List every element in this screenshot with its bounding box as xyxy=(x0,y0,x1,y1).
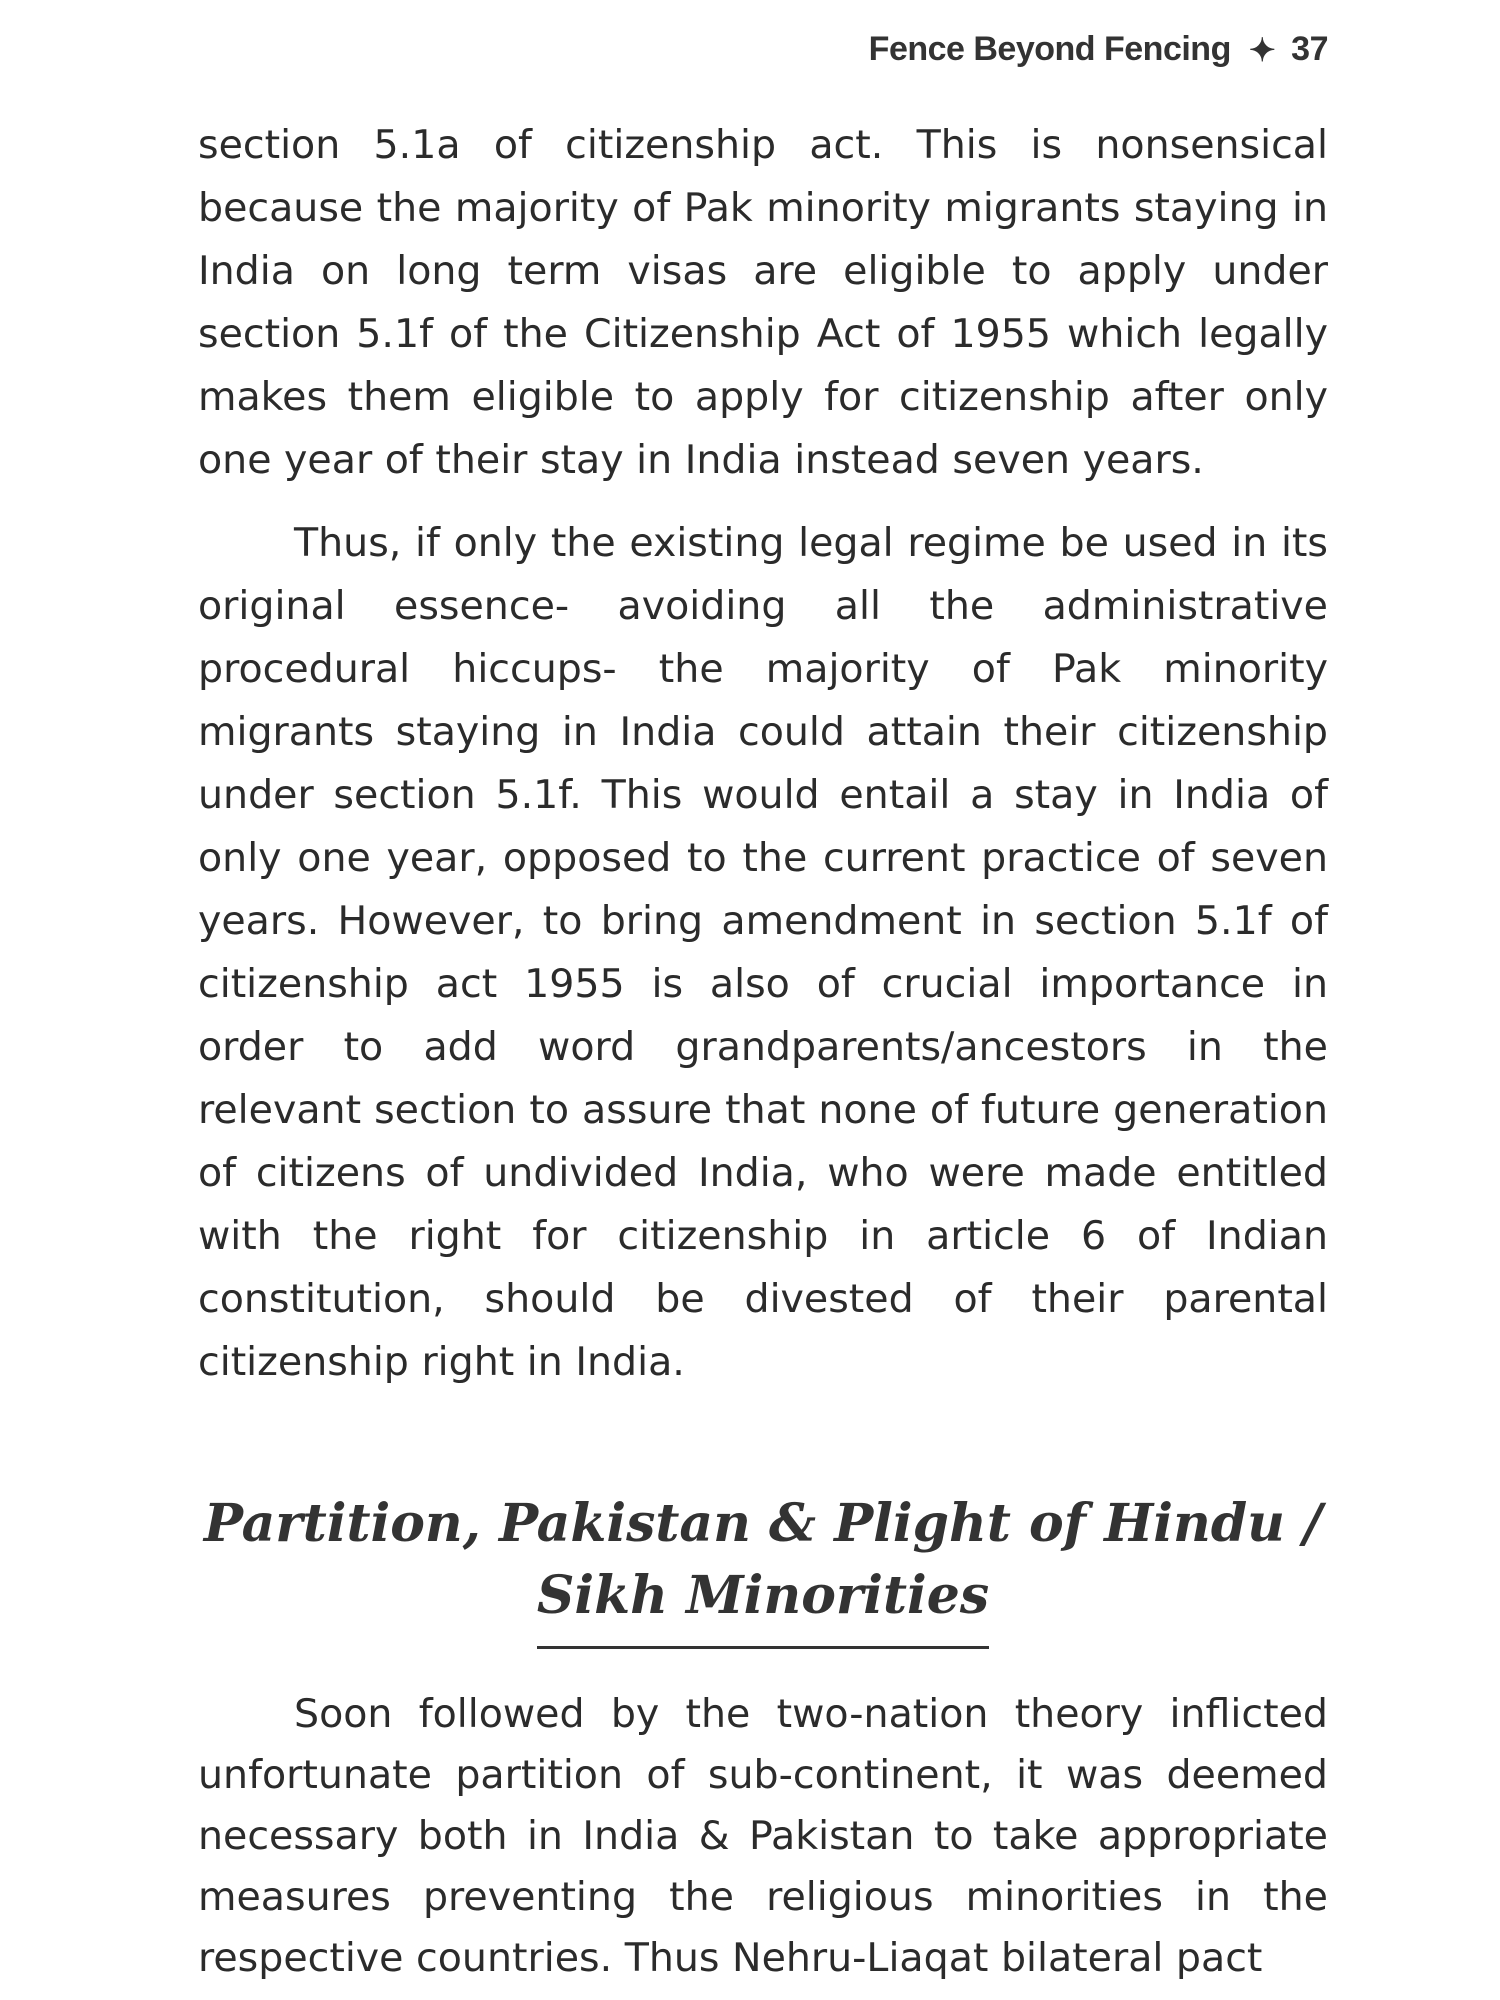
paragraph-1 xyxy=(198,114,1328,492)
page-number: 37 xyxy=(1291,30,1328,68)
paragraph-2-text: Thus, if only the existing legal regime be used in its original essence- avoiding all the administrative procedural hiccups- the majority of Pak minority migrants staying in India could attain their citizenship under section 5.1f. This would entail a stay in India of only one year, opposed to the current practice of seven years. However, to bring amendment in section 5.1f of citizenship act 1955 is also of crucial importance in order to add word grandparents/ancestors in the relevant section to assure that none of future generation of citizens of undivided India, who were made entitled with the right for citizenship in article 6 of Indian constitution, should be divested of their parental citizenship right in India. xyxy=(198,520,1328,1385)
paragraph-2 xyxy=(198,512,1328,1394)
paragraph-1-text: section 5.1a of citizenship act. This is nonsensical because the majority of Pak minority migrants staying in India on long term visas are eligible to apply under section 5.1f of the Citizenship Act of 1955 which legally makes them eligible to apply for citizenship after only one year of their stay in India instead seven years. xyxy=(198,122,1328,483)
running-title: Fence Beyond Fencing xyxy=(868,30,1231,68)
four-point-star-icon: ✦ xyxy=(1248,31,1276,68)
running-header xyxy=(869,30,1328,69)
paragraph-3-text: Soon followed by the two-nation theory inflicted unfortunate partition of sub-continent, it was deemed necessary both in India & Pakistan to take appropriate measures preventing the religious minorities in the respective countries. Thus Nehru-Liaqat bilateral pact xyxy=(198,1691,1328,1981)
paragraph-3 xyxy=(198,1684,1328,1989)
section-heading-line-2: Sikh Minorities xyxy=(537,1560,989,1649)
section-heading xyxy=(198,1488,1328,1649)
section-heading-line-1: Partition, Pakistan & Plight of Hindu / xyxy=(203,1493,1323,1554)
